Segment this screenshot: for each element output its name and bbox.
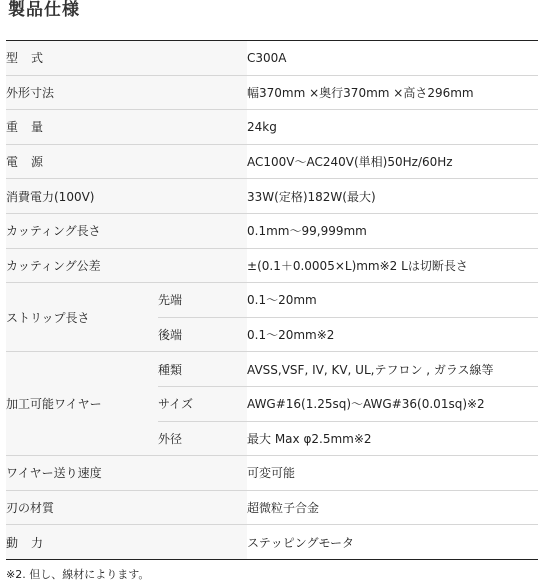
table-row [6,179,538,214]
row-value-wire-size: AWG#16(1.25sq)～AWG#36(0.01sq)※2 [247,386,538,421]
row-label-cutting-tolerance: カッティング公差 [6,248,247,283]
row-value-strip-front: 0.1～20mm [247,283,538,318]
row-value-drive: ステッピングモータ [247,525,538,560]
sub-label-strip-front: 先端 [158,283,247,318]
row-value-wire-type: AVSS,VSF, IV, KV, UL,テフロン , ガラス線等 [247,352,538,387]
page-title: 製品仕様 [8,0,80,20]
table-row [6,144,538,179]
row-value-wire-diameter: 最大 Max φ2.5mm※2 [247,421,538,456]
sub-label-strip-rear: 後端 [158,317,247,352]
sub-label-wire-diameter: 外径 [158,421,247,456]
spec-table [6,40,538,560]
row-label-cutting-length: カッティング長さ [6,213,247,248]
row-value-dimensions: 幅370mm ×奥行370mm ×高さ296mm [247,75,538,110]
row-label-dimensions: 外形寸法 [6,75,247,110]
table-row [6,110,538,145]
sub-label-wire-size: サイズ [158,386,247,421]
table-row [6,525,538,560]
table-row [6,75,538,110]
table-row [6,248,538,283]
row-label-weight: 重量 [6,120,57,135]
table-row [6,283,538,318]
row-label-strip-length: ストリップ長さ [6,283,158,352]
table-row [6,456,538,491]
table-row [6,213,538,248]
row-value-power-consumption: 33W(定格)182W(最大) [247,179,538,214]
table-row [6,352,538,387]
row-value-cutting-length: 0.1mm～99,999mm [247,213,538,248]
row-label-power-source: 電源 [6,155,57,170]
footnote: ※2. 但し、線材によります。 [6,568,150,581]
sub-label-wire-type: 種類 [158,352,247,387]
row-value-power-source: AC100V～AC240V(単相)50Hz/60Hz [247,144,538,179]
row-label-feed-speed: ワイヤー送り速度 [6,456,247,491]
row-label-drive: 動力 [6,535,57,550]
table-row [6,490,538,525]
row-label-wire: 加工可能ワイヤー [6,352,158,456]
row-label-blade-material: 刃の材質 [6,490,247,525]
row-value-feed-speed: 可変可能 [247,456,538,491]
row-label-power-consumption: 消費電力(100V) [6,179,247,214]
row-value-blade-material: 超微粒子合金 [247,490,538,525]
row-label-model: 型式 [6,51,57,66]
row-value-model: C300A [247,41,538,76]
table-row [6,41,538,76]
row-value-strip-rear: 0.1～20mm※2 [247,317,538,352]
row-value-weight: 24kg [247,110,538,145]
row-value-cutting-tolerance: ±(0.1＋0.0005×L)mm※2 Lは切断長さ [247,248,538,283]
